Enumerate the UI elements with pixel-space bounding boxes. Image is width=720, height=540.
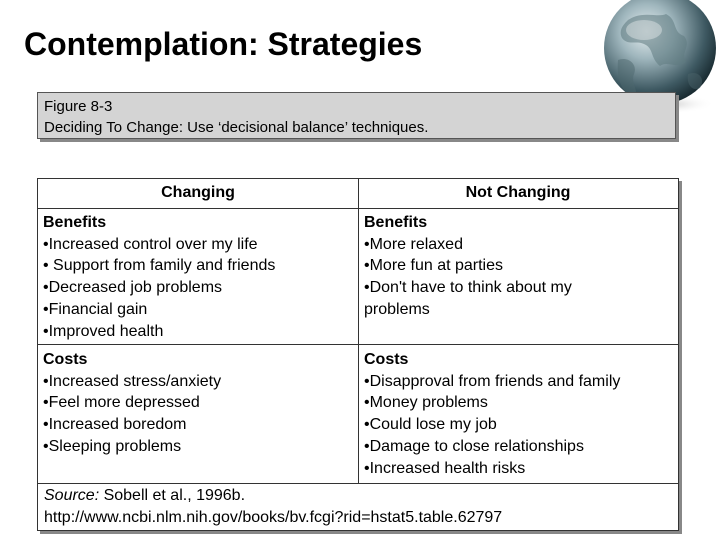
list-item: •Improved health	[43, 322, 164, 340]
source-label: Source:	[44, 487, 100, 504]
list-item: •Increased control over my life	[43, 235, 258, 253]
decisional-balance-table	[37, 178, 679, 531]
list-item: •Sleeping problems	[43, 437, 182, 455]
figure-number: Figure 8-3	[44, 98, 113, 115]
list-item: •Don't have to think about my	[364, 279, 572, 297]
list-item: •More fun at parties	[364, 257, 503, 275]
benefits-row-divider	[38, 344, 678, 345]
list-item: •Could lose my job	[364, 416, 497, 434]
list-item: •Disapproval from friends and family	[364, 372, 621, 390]
figure-caption: Deciding To Change: Use ‘decisional balance’ techniques.	[44, 119, 429, 136]
not-changing-costs-heading: Costs	[364, 351, 409, 368]
source-url: http://www.ncbi.nlm.nih.gov/books/bv.fcgi?rid=hstat5.table.62797	[44, 509, 503, 526]
header-not-changing: Not Changing	[465, 184, 571, 201]
changing-benefits-heading: Benefits	[43, 214, 107, 231]
header-row-divider	[38, 208, 678, 209]
list-item: •Increased boredom	[43, 416, 187, 434]
header-changing: Changing	[161, 184, 235, 201]
list-item: •Money problems	[364, 394, 488, 412]
costs-row-divider	[38, 483, 678, 484]
not-changing-costs-cell	[364, 349, 674, 479]
not-changing-benefits-cell	[364, 212, 674, 321]
changing-costs-heading: Costs	[43, 351, 88, 368]
source-text: Sobell et al., 1996b.	[99, 487, 246, 504]
figure-caption-box	[37, 92, 676, 139]
slide-title: Contemplation: Strategies	[24, 26, 423, 62]
list-item: •Decreased job problems	[43, 279, 223, 297]
list-item: •Financial gain	[43, 300, 148, 318]
list-item: • Support from family and friends	[43, 257, 276, 275]
list-item: problems	[364, 300, 430, 318]
list-item: •Increased health risks	[364, 459, 526, 477]
list-item: •Damage to close relationships	[364, 437, 584, 455]
not-changing-benefits-heading: Benefits	[364, 214, 428, 231]
changing-costs-cell	[43, 349, 353, 458]
changing-benefits-cell	[43, 212, 353, 342]
list-item: •More relaxed	[364, 235, 463, 253]
column-divider	[358, 179, 359, 484]
list-item: •Feel more depressed	[43, 394, 200, 412]
list-item: •Increased stress/anxiety	[43, 372, 222, 390]
source-citation	[44, 485, 674, 529]
